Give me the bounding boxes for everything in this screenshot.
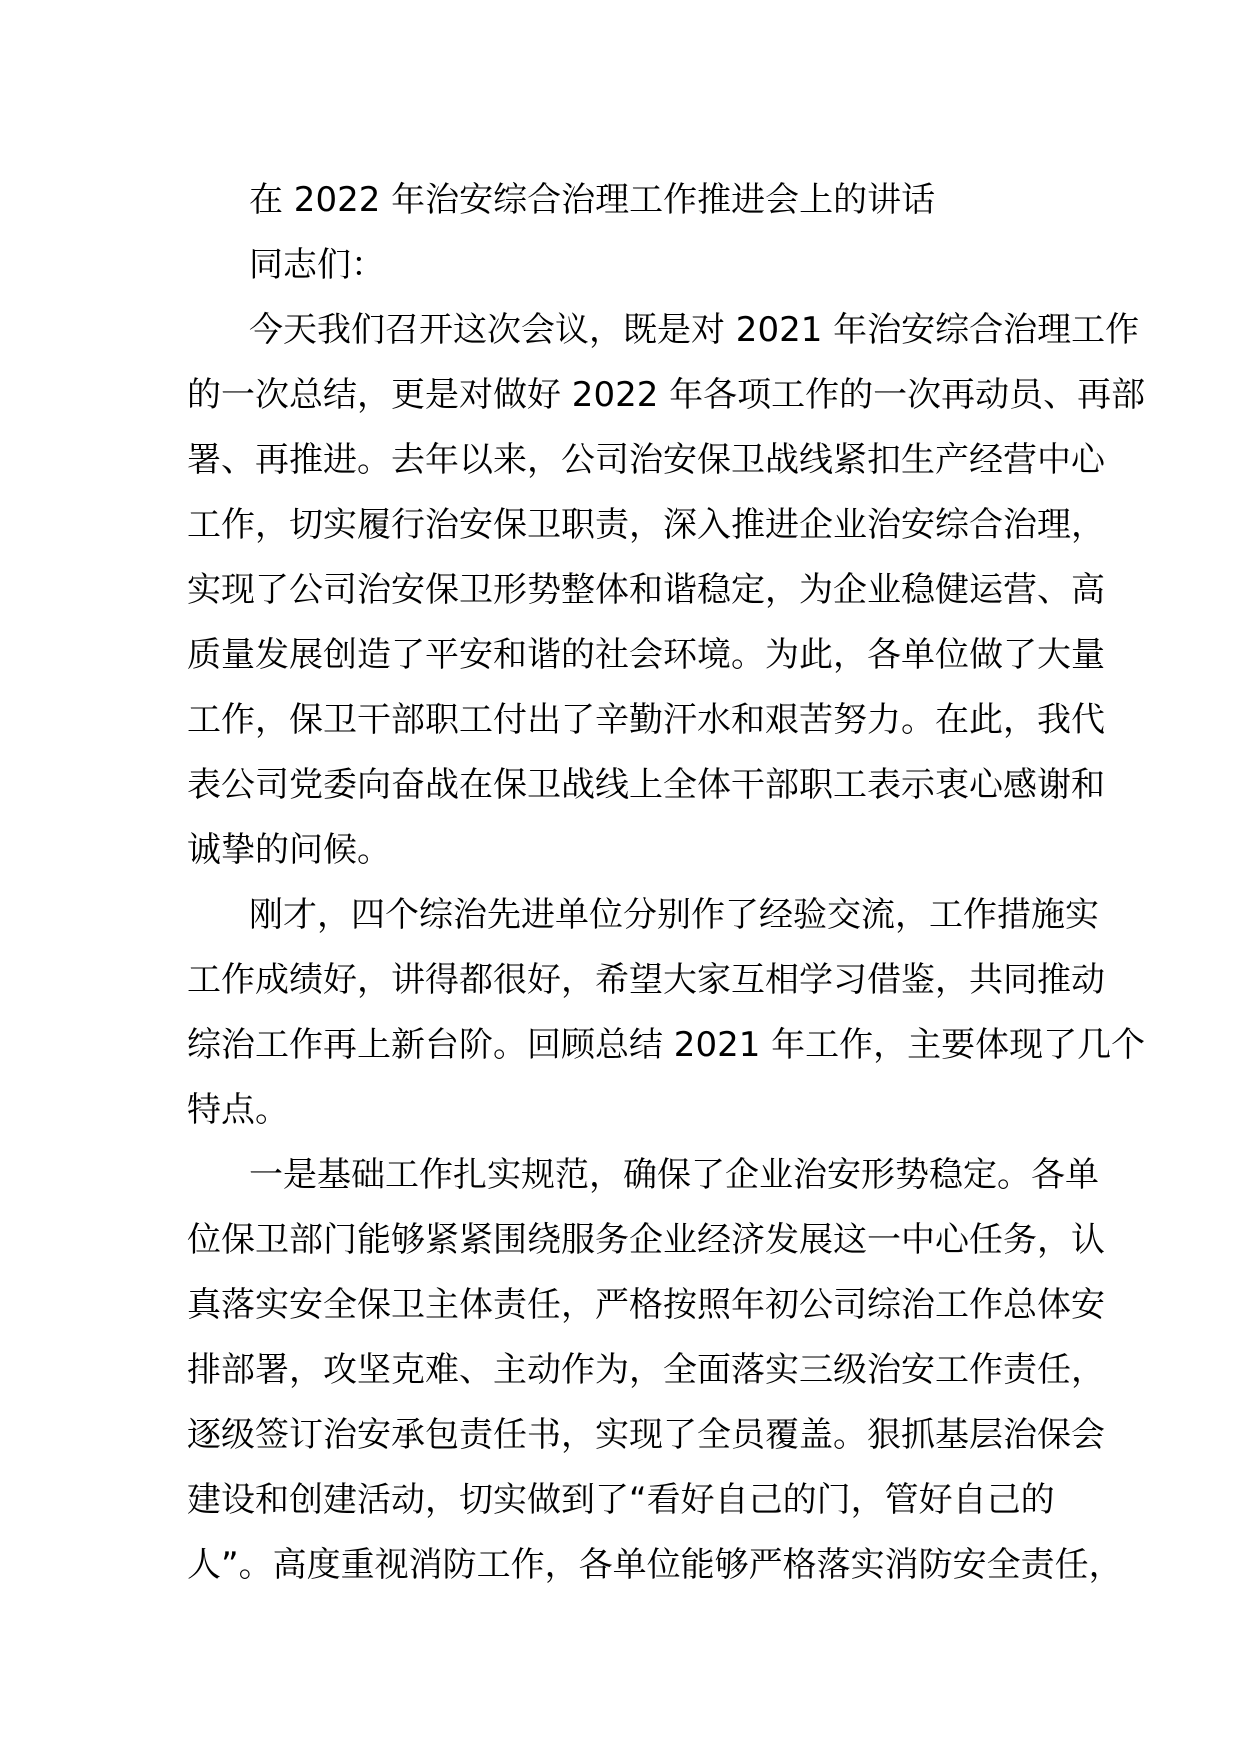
paragraph-line: 刚才，四个综治先进单位分别作了经验交流，工作措施实 <box>249 895 1099 935</box>
paragraph-line: 特点。 <box>187 1090 289 1130</box>
paragraph-1 <box>187 298 1146 883</box>
paragraph-line: 诚挚的问候。 <box>187 830 391 870</box>
document-body <box>187 168 1146 1598</box>
salutation: 同志们： <box>249 245 385 285</box>
paragraph-line: 逐级签订治安承包责任书，实现了全员覆盖。狠抓基层治保会 <box>187 1415 1105 1455</box>
paragraph-line: 质量发展创造了平安和谐的社会环境。为此，各单位做了大量 <box>187 635 1105 675</box>
paragraph-line: 工作，保卫干部职工付出了辛勤汗水和艰苦努力。在此，我代 <box>187 700 1105 740</box>
paragraph-2 <box>187 883 1146 1143</box>
paragraph-line: 的一次总结，更是对做好 2022 年各项工作的一次再动员、再部 <box>187 375 1146 415</box>
paragraph-line: 一是基础工作扎实规范，确保了企业治安形势稳定。各单 <box>249 1155 1099 1195</box>
paragraph-line: 真落实安全保卫主体责任，严格按照年初公司综治工作总体安 <box>187 1285 1105 1325</box>
paragraph-line: 工作，切实履行治安保卫职责，深入推进企业治安综合治理， <box>187 505 1105 545</box>
paragraph-line: 工作成绩好，讲得都很好，希望大家互相学习借鉴，共同推动 <box>187 960 1105 1000</box>
paragraph-line: 综治工作再上新台阶。回顾总结 2021 年工作，主要体现了几个 <box>187 1025 1146 1065</box>
paragraph-line: 今天我们召开这次会议，既是对 2021 年治安综合治理工作 <box>249 310 1140 350</box>
paragraph-line: 表公司党委向奋战在保卫战线上全体干部职工表示衷心感谢和 <box>187 765 1105 805</box>
paragraph-line: 排部署，攻坚克难、主动作为，全面落实三级治安工作责任， <box>187 1350 1105 1390</box>
document-title: 在 2022 年治安综合治理工作推进会上的讲话 <box>249 180 936 220</box>
paragraph-line: 实现了公司治安保卫形势整体和谐稳定，为企业稳健运营、高 <box>187 570 1105 610</box>
paragraph-line: 位保卫部门能够紧紧围绕服务企业经济发展这一中心任务，认 <box>187 1220 1105 1260</box>
paragraph-line: 人”。高度重视消防工作，各单位能够严格落实消防安全责任， <box>187 1545 1123 1585</box>
paragraph-line: 署、再推进。去年以来，公司治安保卫战线紧扣生产经营中心 <box>187 440 1105 480</box>
paragraph-line: 建设和创建活动，切实做到了“看好自己的门，管好自己的 <box>187 1480 1055 1520</box>
paragraph-3 <box>187 1143 1123 1598</box>
